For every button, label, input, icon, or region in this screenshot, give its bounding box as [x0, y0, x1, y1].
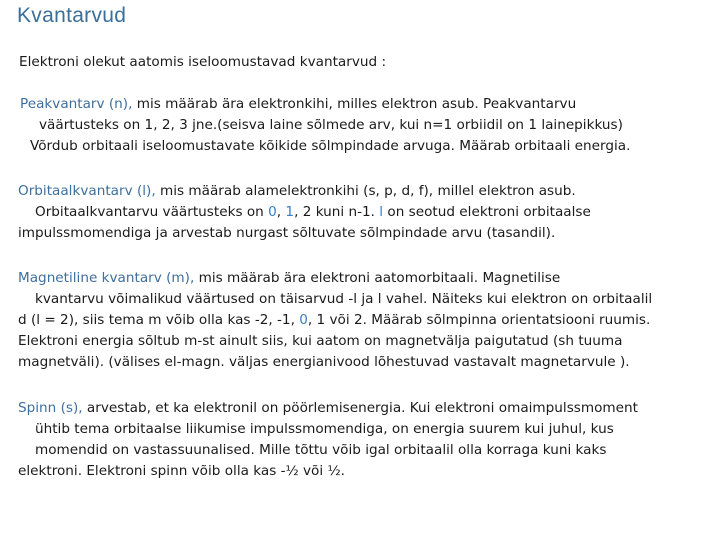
- paragraph-text: arvestab, et ka elektronil on pöörlemisenergia. Kui elektroni omaimpulssmoment: [82, 400, 638, 416]
- intro-text: Elektroni olekut aatomis iseloomustavad kvantarvud :: [19, 54, 387, 70]
- paragraph-text: mis määrab ära elektronkihi, milles elektron asub. Peakvantarvu: [132, 96, 577, 112]
- paragraph-text: mis määrab alamelektronkihi (s, p, d, f), millel elektron asub.: [155, 183, 576, 199]
- paragraph-text: ,: [276, 204, 286, 220]
- paragraph-text: d (l = 2), siis tema m võib olla kas -2, -1,: [18, 312, 300, 328]
- paragraph-line: kvantarvu võimalikud väärtused on täisarvud -l ja l vahel. Näiteks kui elektron on orbitaalil: [35, 291, 653, 307]
- magnetic-quantum-number-term: Magnetiline kvantarv (m),: [18, 270, 195, 286]
- paragraph-text: Orbitaalkvantarvu väärtusteks on: [35, 204, 269, 220]
- magnetic-quantum-number-paragraph: [18, 268, 652, 373]
- paragraph-line: Elektroni energia sõltub m-st ainult siis, kui aatom on magnetvälja paigutatud (sh tuuma: [18, 333, 623, 349]
- highlight-zero: 0: [268, 204, 277, 220]
- orbital-quantum-number-paragraph: [18, 181, 591, 244]
- paragraph-line: [18, 181, 591, 202]
- paragraph-line: [18, 310, 652, 331]
- paragraph-line: impulssmomendiga ja arvestab nurgast sõltuvate sõlmpindade arvu (tasandil).: [18, 225, 556, 241]
- paragraph-text: on seotud elektroni orbitaalse: [383, 204, 591, 220]
- orbital-quantum-number-term: Orbitaalkvantarv (l),: [18, 183, 156, 199]
- paragraph-line: [18, 268, 652, 289]
- paragraph-line: momendid on vastassuunalised. Mille tõttu võib igal orbitaalil olla korraga kuni kaks: [35, 442, 607, 458]
- paragraph-line: väärtusteks on 1, 2, 3 jne.(seisva laine sõlmede arv, kui n=1 orbiidil on 1 lainepikkus): [39, 117, 623, 133]
- paragraph-line: Võrdub orbitaali iseloomustavate kõikide sõlmpindade arvuga. Määrab orbitaali energia.: [30, 138, 631, 154]
- paragraph-line: magnetväli). (välises el-magn. väljas energianivood lõhestuvad vastavalt magnetarvule ).: [18, 354, 630, 370]
- paragraph-text: mis määrab ära elektroni aatomorbitaali. Magnetilise: [194, 270, 561, 286]
- paragraph-text: , 2 kuni n-1.: [294, 204, 380, 220]
- principal-quantum-number-term: Peakvantarv (n),: [20, 96, 133, 112]
- page-title: Kvantarvud: [17, 4, 127, 27]
- paragraph-line: ühtib tema orbitaalse liikumise impulssmomendiga, on energia suurem kui juhul, kus: [35, 421, 614, 437]
- paragraph-line: [18, 398, 638, 419]
- highlight-one: 1: [285, 204, 295, 220]
- spin-quantum-number-term: Spinn (s),: [18, 400, 83, 416]
- paragraph-line: elektroni. Elektroni spinn võib olla kas -½ või ½.: [18, 463, 345, 479]
- paragraph-line: [18, 202, 591, 223]
- highlight-l-symbol: l: [379, 204, 384, 220]
- principal-quantum-number-paragraph: [18, 94, 630, 157]
- spin-quantum-number-paragraph: [18, 398, 638, 482]
- paragraph-line: [18, 94, 630, 115]
- paragraph-text: , 1 või 2. Määrab sõlmpinna orientatsiooni ruumis.: [307, 312, 651, 328]
- highlight-zero: 0: [299, 312, 308, 328]
